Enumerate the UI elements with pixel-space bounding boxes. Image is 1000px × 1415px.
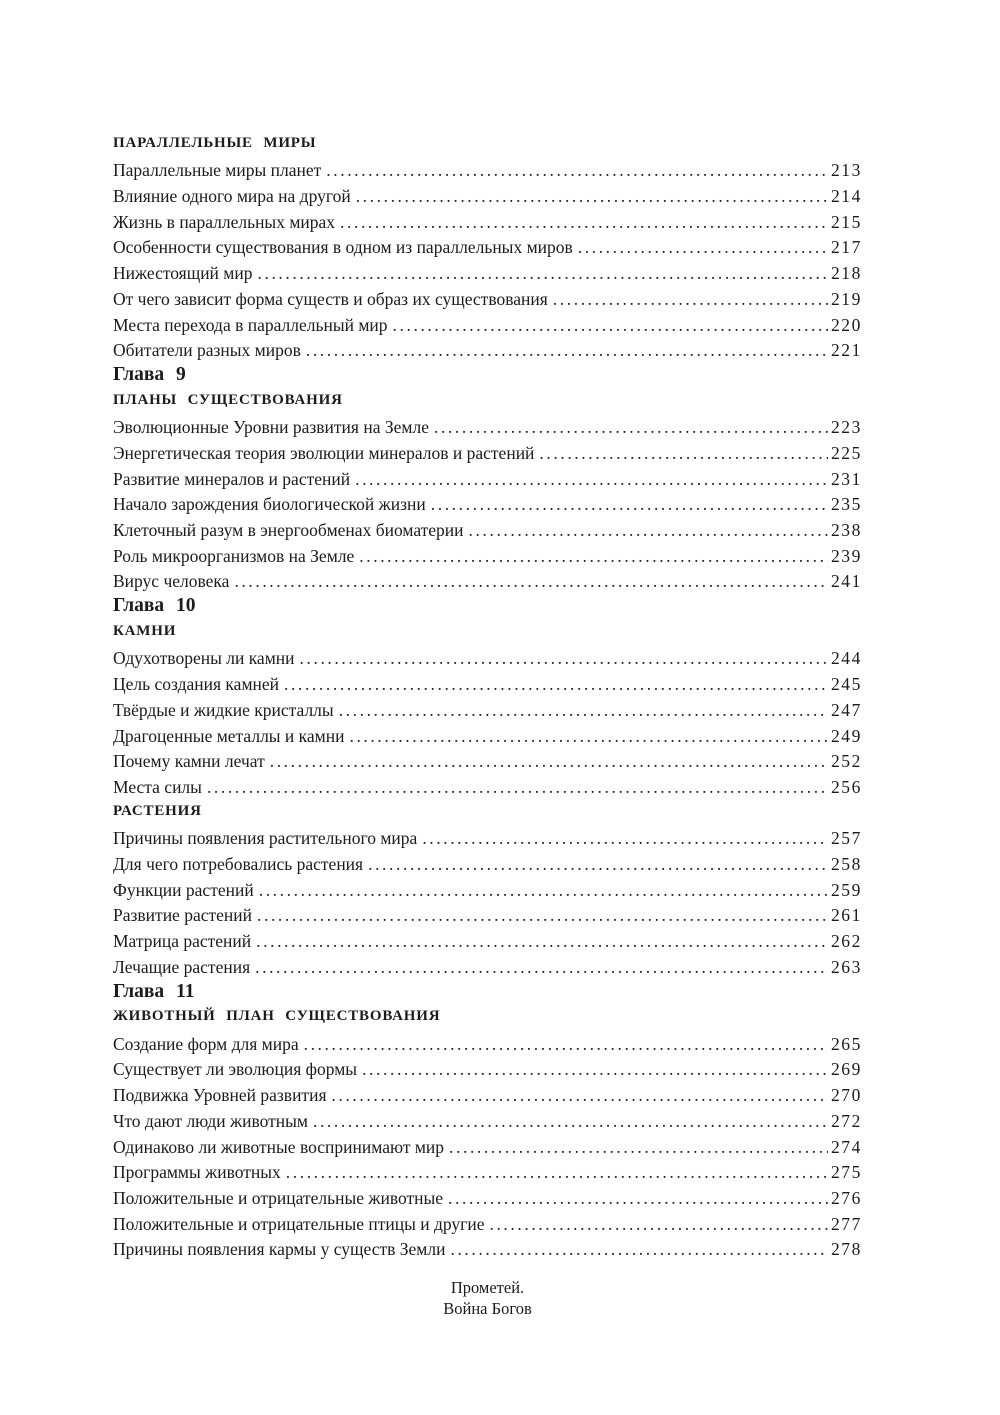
toc-entry	[113, 414, 862, 440]
toc-entry-page: 256	[830, 776, 862, 797]
toc-entry	[113, 1159, 862, 1185]
toc-entry-page: 241	[830, 571, 862, 592]
toc-entry-page: 221	[830, 340, 862, 361]
toc-entry	[113, 311, 862, 337]
toc-entry-title: Места силы	[113, 776, 202, 797]
toc-entry	[113, 748, 862, 774]
toc-entry	[113, 182, 862, 208]
toc-entry-title: Развитие минералов и растений	[113, 468, 351, 489]
toc-entry-title: Программы животных	[113, 1162, 281, 1183]
toc-entry	[113, 491, 862, 517]
toc-entry	[113, 696, 862, 722]
toc-entry-page: 278	[830, 1239, 862, 1260]
toc-entry-page: 261	[830, 905, 862, 926]
toc-entry-title: Параллельные миры планет	[113, 160, 322, 181]
toc-entry	[113, 208, 862, 234]
toc-entry	[113, 722, 862, 748]
dot-leader	[286, 1161, 828, 1184]
toc-entry-page: 213	[830, 160, 862, 181]
toc-entry-page: 270	[830, 1085, 862, 1106]
toc-entry	[113, 1184, 862, 1210]
toc-entry-title: Клеточный разум в энергообменах биоматерии	[113, 520, 464, 540]
toc-entry-title: Твёрдые и жидкие кристаллы	[113, 699, 334, 720]
toc-entry-title: Роль микроорганизмов на Земле	[113, 545, 355, 566]
page-footer	[113, 1277, 862, 1319]
toc-entry	[113, 1056, 862, 1082]
toc-entry	[113, 259, 862, 285]
dot-leader	[270, 750, 828, 773]
section-heading: ЖИВОТНЫЙ ПЛАН СУЩЕСТВОВАНИЯ	[113, 1008, 441, 1025]
dot-leader	[359, 545, 828, 568]
section-heading: ПЛАНЫ СУЩЕСТВОВАНИЯ	[113, 391, 343, 408]
toc-entry	[113, 1030, 862, 1056]
toc-entry-title: Для чего потребовались растения	[113, 853, 364, 874]
dot-leader	[356, 185, 828, 208]
dot-leader	[450, 1238, 827, 1261]
toc-entry	[113, 516, 862, 542]
dot-leader	[489, 1213, 827, 1236]
toc-entry-title: От чего зависит форма существ и образ их существования	[113, 288, 548, 309]
toc-entry-title: Нижестоящий мир	[113, 263, 253, 284]
toc-entry-title: Влияние одного мира на другой	[113, 186, 351, 207]
chapter-heading: Глава 11	[113, 980, 195, 1002]
toc-entry-title: Подвижка Уровней развития	[113, 1085, 327, 1106]
dot-leader	[449, 1136, 828, 1159]
dot-leader	[304, 1033, 828, 1056]
footer-line-subtitle: Война Богов	[443, 1299, 532, 1319]
toc-entry-title: Положительные и отрицательные птицы и другие	[113, 1213, 485, 1234]
dot-leader	[539, 442, 828, 465]
toc-entry-page: 239	[830, 545, 862, 566]
dot-leader	[313, 1110, 828, 1133]
dot-leader	[422, 827, 828, 850]
toc-entry-page: 247	[830, 699, 862, 720]
dot-leader	[257, 904, 828, 927]
dot-leader	[326, 159, 828, 182]
toc-entry-title: Функции растений	[113, 879, 254, 900]
toc-entry-page: 258	[830, 853, 862, 874]
toc-entry-page: 218	[830, 263, 862, 284]
toc-entry-page: 235	[830, 494, 862, 515]
toc-entry-page: 252	[830, 751, 862, 772]
toc-entry-title: Цель создания камней	[113, 674, 280, 695]
toc-entry	[113, 1133, 862, 1159]
toc-entry-page: 214	[830, 186, 862, 207]
dot-leader	[259, 879, 828, 902]
dot-leader	[434, 416, 828, 439]
toc-entry-title: Развитие растений	[113, 905, 252, 926]
dot-leader	[349, 725, 827, 748]
toc-entry-title: Матрица растений	[113, 931, 252, 951]
toc-entry-title: Энергетическая теория эволюции минералов и растений	[113, 442, 535, 463]
footer-line-title: Прометей.	[450, 1278, 525, 1298]
toc-entry-title: Одинаково ли животные воспринимают мир	[113, 1136, 445, 1157]
section-heading: ПАРАЛЛЕЛЬНЫЕ МИРЫ	[113, 135, 317, 151]
toc-entry-page: 263	[830, 956, 862, 977]
toc-entry	[113, 157, 862, 183]
toc-entry	[113, 773, 862, 799]
toc-entry	[113, 465, 862, 491]
toc-entry-title: Создание форм для мира	[113, 1033, 299, 1054]
toc-entry-title: Положительные и отрицательные животные	[113, 1187, 444, 1208]
toc-entry	[113, 1210, 862, 1236]
toc-entry	[113, 927, 862, 953]
toc-entry-title: Начало зарождения биологической жизни	[113, 494, 426, 515]
toc-entry	[113, 234, 862, 260]
dot-leader	[255, 956, 828, 979]
toc-entry-page: 215	[830, 211, 862, 232]
toc-entry-title: Одухотворены ли камни	[113, 648, 295, 669]
toc-entry	[113, 825, 862, 851]
toc-entry-title: Причины появления кармы у существ Земли	[113, 1239, 446, 1260]
toc-entry	[113, 1107, 862, 1133]
dot-leader	[340, 211, 828, 234]
section-heading: КАМНИ	[113, 623, 177, 640]
section-heading: РАСТЕНИЯ	[113, 802, 202, 819]
toc-entry	[113, 568, 862, 594]
dot-leader	[234, 570, 828, 593]
toc-entry-page: 217	[830, 237, 862, 258]
toc-entry-title: Существует ли эволюция формы	[113, 1059, 358, 1080]
toc-entry-title: Места перехода в параллельный мир	[113, 314, 388, 335]
toc-entry-page: 244	[830, 648, 862, 669]
toc-entry	[113, 1081, 862, 1107]
toc-entry-page: 272	[830, 1110, 862, 1131]
dot-leader	[431, 493, 828, 516]
chapter-heading: Глава 10	[113, 595, 196, 617]
dot-leader	[469, 519, 828, 542]
toc-entry-title: Эволюционные Уровни развития на Земле	[113, 417, 429, 438]
toc-entry-page: 265	[830, 1033, 862, 1054]
dot-leader	[448, 1187, 828, 1210]
dot-leader	[207, 776, 828, 799]
toc-entry-page: 225	[830, 442, 862, 463]
toc-entry-page: 276	[830, 1187, 862, 1208]
toc-entry-page: 257	[830, 828, 862, 849]
chapter-heading: Глава 9	[113, 364, 186, 386]
toc-entry-page: 259	[830, 879, 862, 900]
toc-entry-page: 223	[830, 417, 862, 438]
toc-entry-title: Причины появления растительного мира	[113, 828, 418, 849]
dot-leader	[339, 699, 828, 722]
dot-leader	[306, 339, 828, 362]
toc-entry-page: 231	[830, 468, 862, 489]
dot-leader	[578, 236, 828, 259]
toc-entry	[113, 902, 862, 928]
dot-leader	[393, 314, 828, 337]
toc-entry-title: Вирус человека	[113, 571, 230, 592]
toc-entry	[113, 439, 862, 465]
toc-entry	[113, 670, 862, 696]
dot-leader	[368, 853, 828, 876]
toc-entry-page: 245	[830, 674, 862, 695]
dot-leader	[332, 1084, 828, 1107]
toc-entry-page: 274	[830, 1136, 862, 1157]
dot-leader	[256, 930, 828, 953]
dot-leader	[258, 262, 828, 285]
toc-entry	[113, 1236, 862, 1262]
toc-entry	[113, 850, 862, 876]
toc-entry-title: Жизнь в параллельных мирах	[113, 211, 336, 232]
toc-entry-page: 262	[830, 931, 862, 951]
toc-entry	[113, 542, 862, 568]
toc-entry-title: Что дают люди животным	[113, 1110, 308, 1131]
toc-entry	[113, 285, 862, 311]
dot-leader	[553, 288, 828, 311]
toc-entry	[113, 876, 862, 902]
toc-entry-title: Драгоценные металлы и камни	[113, 725, 345, 746]
toc-entry-title: Лечащие растения	[113, 956, 251, 977]
dot-leader	[355, 468, 828, 491]
toc-entry-title: Особенности существования в одном из параллельных миров	[113, 237, 573, 258]
toc-entry	[113, 645, 862, 671]
toc-entry-page: 238	[830, 520, 862, 540]
dot-leader	[362, 1058, 828, 1081]
toc-entry-title: Обитатели разных миров	[113, 340, 301, 361]
toc-entry-page: 219	[830, 288, 862, 309]
toc-entry-title: Почему камни лечат	[113, 751, 265, 772]
toc-entry-page: 277	[830, 1213, 862, 1234]
toc-entry	[113, 337, 862, 363]
toc-entry-page: 275	[830, 1162, 862, 1183]
dot-leader	[284, 673, 828, 696]
toc-entry	[113, 953, 862, 979]
toc-entry-page: 269	[830, 1059, 862, 1080]
dot-leader	[300, 647, 828, 670]
toc-entry-page: 249	[830, 725, 862, 746]
toc-entry-page: 220	[830, 314, 862, 335]
table-of-contents	[113, 131, 862, 1261]
